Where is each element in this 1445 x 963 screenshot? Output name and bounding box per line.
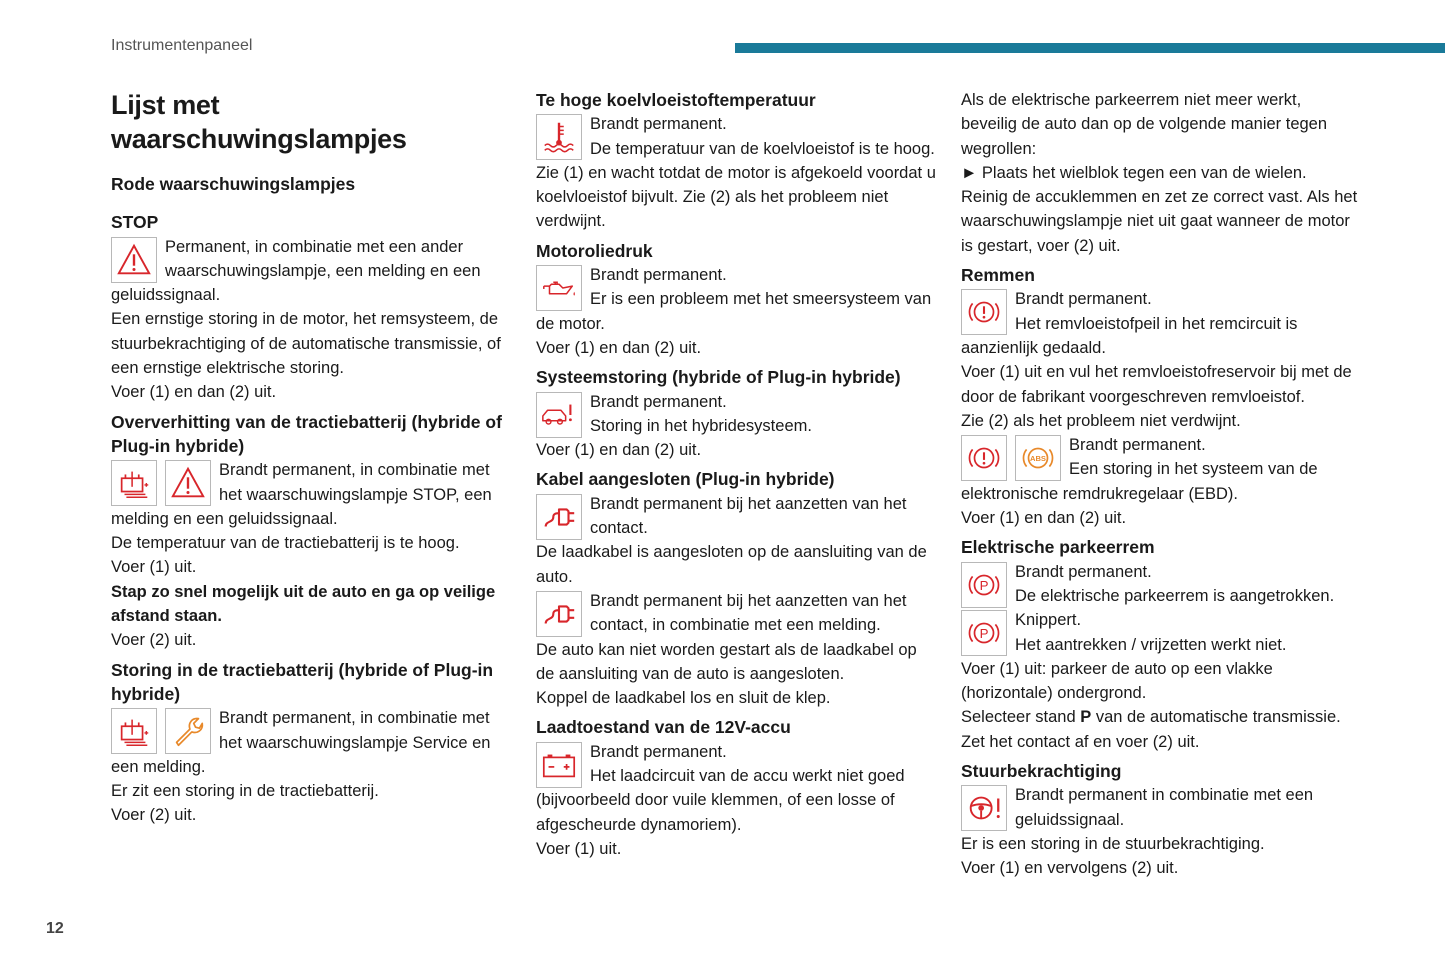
select-p-instruction: Selecteer stand P van de automatische transmissie. [961, 708, 1341, 727]
car-fault-icon [536, 392, 582, 438]
stop-warning-icon [165, 460, 211, 506]
oil-can-icon [536, 265, 582, 311]
column-2: Te hoge koelvloeistoftemperatuur Brandt permanent. De temperatuur van de koelvloeistof is te hoog. Zie (1) en wacht totdat de motor is afgekoeld voordat u koelvloeistof bijvult. Zie (2) als het probleem niet verdwijnt. Motoroliedruk Brandt permanent. Er is een probleem met het smeersysteem van de motor. Voer (1) en dan (2) uit. Systeemstoring (hybride of Plug-in hybride) Brandt permanent. Storing in het hybridesysteem. Voer (1) en dan (2) uit. Kabel aangesloten (Plug-in hybride) Brandt permanent bij het aanzetten van het contact. De laadkabel is aangesloten op de aansluiting van de auto. Brandt permanent bij het aanzetten van het contact, in combinatie met een melding. De auto kan niet worden gestart als de laadkabel op de aansluiting van de auto is aangesloten. Koppel de laadkabel los en sluit de klep. Laadtoestand van de 12V-accu Brandt permanent. Het laadcircuit van de accu werkt niet goed (bijvoorbeeld door vuile klemmen, of een losse of afgescheurde dynamoriem). Voer (1) uit. [536, 88, 938, 861]
service-wrench-icon [165, 708, 211, 754]
entry-brakes-1: Brandt permanent. Het remvloeistofpeil in het remcircuit is aanzienlijk gedaald. [961, 290, 1298, 357]
entry-parking-2: P Knippert. Het aantrekken / vrijzetten werkt niet. [961, 608, 1361, 657]
entry-12v-battery: Brandt permanent. Het laadcircuit van de accu werkt niet goed (bijvoorbeeld door vuile klemmen, of een losse of afgescheurde dynamoriem). [536, 742, 905, 834]
brake-warning-icon [961, 289, 1007, 335]
section-subtitle: Rode waarschuwingslampjes [111, 174, 356, 194]
heading-power-steering: Stuurbekrachtiging [961, 761, 1122, 782]
heading-12v-battery: Laadtoestand van de 12V-accu [536, 717, 791, 738]
entry-oil-pressure: Brandt permanent. Er is een probleem met het smeersysteem van de motor. [536, 266, 932, 333]
heading-stop: STOP [111, 212, 159, 233]
column-1: Lijst met waarschuwingslampjes Rode waarschuwingslampjes STOP Permanent, in combinatie met een ander waarschuwingslampje, een melding en een geluidssignaal. Een ernstige storing in de motor, het remsysteem, de stuurbekrachtiging of de automatische transmissie, of een ernstige elektrische storing. Voer (1) en dan (2) uit. Oververhitting van de tractiebatterij (hybride of Plug-in hybride) Brandt permanent, in combinatie met het waarschuwingslampje STOP, een melding en een geluidssignaal. De temperatuur van de tractiebatterij is te hoog. Voer (1) uit. Stap zo snel mogelijk uit de auto en ga op veilige afstand staan. Voer (2) uit. Storing in de tractiebatterij (hybride of Plug-in hybride) Brandt permanent, in combinatie met het waarschuwingslampje Service en een melding. Er zit een storing in de tractiebatterij. Voer (2) uit. [111, 88, 511, 828]
entry-parking-1: P Brandt permanent. De elektrische parkeerrem is aangetrokken. [961, 560, 1361, 609]
entry-brakes-2: ABS Brandt permanent. Een storing in het systeem van de elektronische remdrukregelaar (EBD). [961, 436, 1318, 503]
entry-power-steering: Brandt permanent in combinatie met een geluidssignaal. [961, 783, 1361, 832]
entry-cable-connected-2: Brandt permanent bij het aanzetten van het contact, in combinatie met een melding. [536, 589, 938, 638]
heading-system-fault: Systeemstoring (hybride of Plug-in hybride) [536, 367, 901, 388]
entry-system-fault: Brandt permanent. Storing in het hybridesysteem. [536, 390, 938, 439]
charging-plug-icon [536, 494, 582, 540]
entry-stop: Permanent, in combinatie met een ander waarschuwingslampje, een melding en een geluidssignaal. [111, 237, 481, 305]
entry-battery-fault: Brandt permanent, in combinatie met het waarschuwingslampje Service en een melding. [111, 709, 491, 776]
entry-overheat: Brandt permanent, in combinatie met het waarschuwingslampje STOP, een melding en een geluidssignaal. [111, 461, 492, 528]
entry-coolant: Brandt permanent. De temperatuur van de koelvloeistof is te hoog. [536, 112, 938, 161]
steering-wheel-icon [961, 785, 1007, 831]
brake-warning-icon [961, 435, 1007, 481]
traction-battery-icon [111, 708, 157, 754]
abs-label: ABS [1029, 454, 1047, 464]
heading-parking-brake: Elektrische parkeerrem [961, 537, 1155, 558]
parking-brake-icon [961, 610, 1007, 656]
header-accent-bar [735, 43, 1445, 53]
battery-icon [536, 742, 582, 788]
stop-warning-icon [111, 237, 157, 283]
parking-brake-icon [961, 562, 1007, 608]
column-3: Als de elektrische parkeerrem niet meer werkt, beveilig de auto dan op de volgende manier tegen wegrollen: ► Plaats het wielblok tegen een van de wielen. Reinig de accuklemmen en zet ze correct vast. Als het waarschuwingslampje niet uit gaat wanneer de motor is gestart, voer (2) uit. Remmen Brandt permanent. Het remvloeistofpeil in het remcircuit is aanzienlijk gedaald. Voer (1) uit en vul het remvloeistofreservoir bij met de door de fabrikant voorgeschreven remvloeistof. Zie (2) als het probleem niet verdwijnt. ABS Brandt permanent. Een storing in het systeem van de elektronische remdrukregelaar (EBD). Voer (1) en dan (2) uit. Elektrische parkeerrem P Brandt permanent. De elektrische parkeerrem is aangetrokken. P Knippert. Het aantrekken / vrijzetten werkt niet. Voer (1) uit: parkeer de auto op een vlakke (horizontale) ondergrond. Selecteer stand P van de automatische transmissie. Zet het contact af en voer (2) uit. Stuurbekrachtiging Brandt permanent in combinatie met een geluidssignaal. Er is een storing in de stuurbekrachtiging. Voer (1) en vervolgens (2) uit. [961, 88, 1361, 881]
abs-warning-icon [1015, 435, 1061, 481]
entry-cable-connected-1: Brandt permanent bij het aanzetten van het contact. [536, 492, 938, 541]
traction-battery-temp-icon [111, 460, 157, 506]
heading-oil-pressure: Motoroliedruk [536, 240, 653, 261]
heading-overheat: Oververhitting van de tractiebatterij (hybride of Plug-in hybride) [111, 411, 502, 456]
coolant-temperature-icon [536, 114, 582, 160]
heading-brakes: Remmen [961, 265, 1035, 286]
page-title: Lijst met waarschuwingslampjes [111, 90, 407, 154]
heading-battery-fault: Storing in de tractiebatterij (hybride of Plug-in hybride) [111, 659, 494, 704]
heading-cable-connected: Kabel aangesloten (Plug-in hybride) [536, 469, 835, 490]
charging-plug-icon [536, 591, 582, 637]
parking-label: P [979, 577, 989, 593]
running-header: Instrumentenpaneel [111, 37, 253, 54]
heading-coolant: Te hoge koelvloeistoftemperatuur [536, 90, 816, 110]
parking-label: P [979, 625, 989, 641]
page-number: 12 [46, 920, 64, 937]
